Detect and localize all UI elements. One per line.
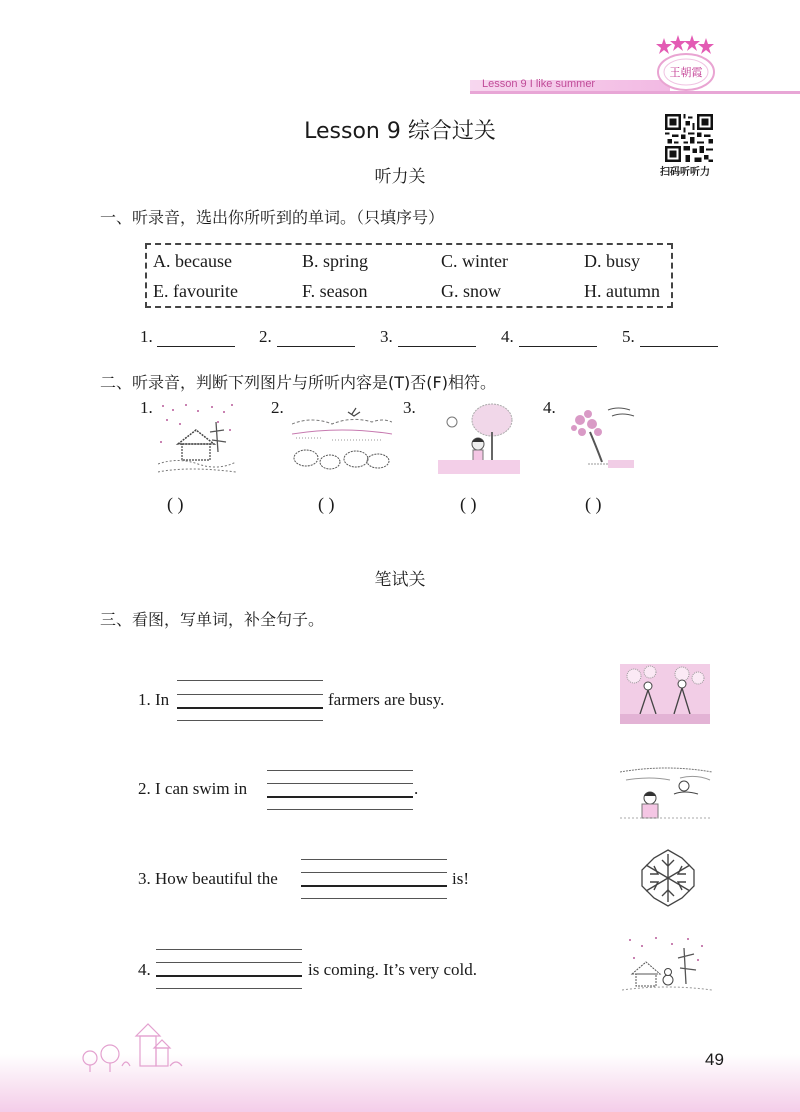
boy-under-tree-picture [438,402,520,474]
swimming-beach-picture [620,752,712,824]
answer-number: 5. [622,327,635,346]
answer-parentheses[interactable]: ( ) [460,494,477,514]
page-number: 49 [705,1050,724,1069]
sentence-start: 1. In [138,690,170,709]
listening-section-title: 听力关 [374,167,426,187]
answer-number: 1. [140,327,153,346]
picture-number: 2. [271,398,284,417]
snowy-village-picture [158,402,236,477]
header-line [470,91,800,94]
autumn-farm-picture [620,664,710,724]
word-option: F. season [302,281,368,301]
answer-number: 3. [380,327,393,346]
writing-line [177,693,323,695]
header-label: Lesson 9 I like summer [482,78,596,90]
castle-decoration-icon [70,1022,190,1072]
sentence-start: 3. How beautiful the [138,869,278,888]
qr-code-icon[interactable] [665,114,713,162]
picture-number: 1. [140,398,153,417]
sentence-end: is coming. It’s very cold. [308,960,478,979]
writing-line [177,679,323,681]
word-option: H. autumn [584,281,660,301]
writing-baseline[interactable] [267,795,413,798]
word-option: G. snow [441,281,502,301]
writing-line [156,961,302,963]
answer-blank[interactable] [519,345,597,347]
picture-number: 3. [403,398,416,417]
writing-baseline[interactable] [177,706,323,709]
word-option: A. because [153,251,232,271]
writing-baseline[interactable] [156,974,302,977]
question-3-heading: 三、看图，写单词，补全句子。 [100,610,325,629]
answer-number: 4. [501,327,514,346]
answer-number: 2. [259,327,272,346]
word-option: E. favourite [153,281,238,301]
answer-parentheses[interactable]: ( ) [318,494,335,514]
sentence-end: . [414,779,419,798]
answer-blank[interactable] [640,345,718,347]
sentence-end: farmers are busy. [328,690,445,709]
sentence-start: 4. [138,960,151,979]
page-title: Lesson 9 综合过关 [304,119,496,144]
svg-text:王朝霞: 王朝霞 [669,66,703,79]
river-landscape-picture [292,404,392,472]
answer-parentheses[interactable]: ( ) [167,494,184,514]
winter-scene-picture [622,934,712,998]
qr-caption: 扫码听听力 [660,167,710,178]
word-option: C. winter [441,251,508,271]
snowflake-icon [636,848,700,908]
writing-line [301,858,447,860]
word-option: B. spring [302,251,369,271]
writing-line [156,948,302,950]
picture-number: 4. [543,398,556,417]
sentence-end: is! [452,869,469,888]
answer-blank[interactable] [157,345,235,347]
answer-blank[interactable] [277,345,355,347]
writing-line [301,897,447,899]
writing-line [156,987,302,989]
question-2-heading: 二、听录音，判断下列图片与所听内容是(T)否(F)相符。 [100,373,496,392]
writing-line [267,782,413,784]
brand-badge-icon [648,34,724,94]
writing-line [301,871,447,873]
question-1-heading: 一、听录音，选出你所听到的单词。（只填序号） [100,208,445,227]
word-option: D. busy [584,251,641,271]
writing-line [177,719,323,721]
writing-line [267,769,413,771]
writing-baseline[interactable] [301,884,447,887]
writing-line [267,808,413,810]
sentence-start: 2. I can swim in [138,779,248,798]
windy-tree-picture [568,402,636,470]
answer-blank[interactable] [398,345,476,347]
answer-parentheses[interactable]: ( ) [585,494,602,514]
writing-section-title: 笔试关 [374,570,426,590]
